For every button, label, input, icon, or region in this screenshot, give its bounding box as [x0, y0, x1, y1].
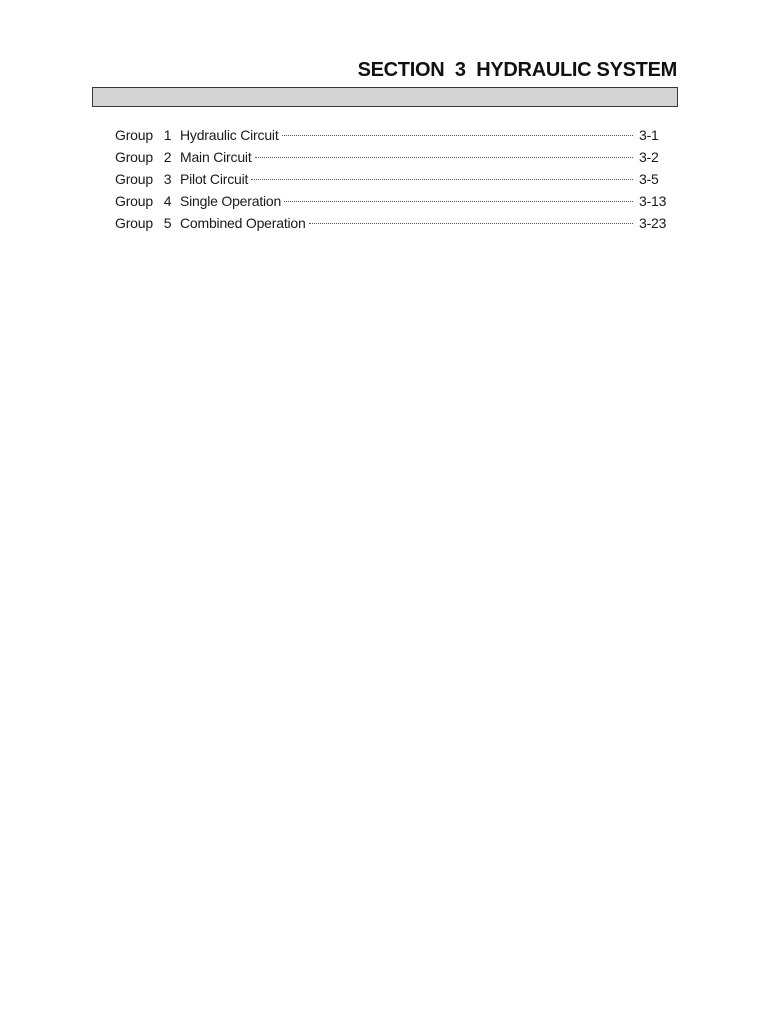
- toc-dot-leader: [284, 201, 633, 202]
- toc-group-number: 1: [163, 127, 172, 143]
- toc-entry-title[interactable]: Combined Operation: [180, 215, 306, 231]
- toc-entry-title[interactable]: Single Operation: [180, 193, 282, 209]
- toc-group-number: 5: [163, 215, 172, 231]
- toc-dot-leader: [251, 179, 633, 180]
- toc-page-number[interactable]: 3-13: [639, 193, 667, 209]
- toc-group-label: Group: [115, 149, 153, 165]
- toc-entry-title[interactable]: Hydraulic Circuit: [180, 127, 279, 143]
- toc-page-number[interactable]: 3-1: [639, 127, 659, 143]
- toc-dot-leader: [309, 223, 633, 224]
- toc-page-number[interactable]: 3-5: [639, 171, 659, 187]
- toc-entry-group-2[interactable]: [115, 149, 669, 171]
- toc-group-number: 4: [163, 193, 172, 209]
- toc-group-label: Group: [115, 215, 153, 231]
- toc-group-label: Group: [115, 171, 153, 187]
- toc-group-number: 2: [163, 149, 172, 165]
- toc-group-number: 3: [163, 171, 172, 187]
- toc-dot-leader: [282, 135, 633, 136]
- toc-group-label: Group: [115, 193, 153, 209]
- toc-entry-group-4[interactable]: [115, 193, 669, 215]
- table-of-contents: [115, 127, 669, 237]
- section-title-bar: [92, 87, 678, 107]
- toc-page-number[interactable]: 3-23: [639, 215, 667, 231]
- toc-entry-group-5[interactable]: [115, 215, 669, 237]
- toc-entry-group-1[interactable]: [115, 127, 669, 149]
- toc-entry-title[interactable]: Pilot Circuit: [180, 171, 249, 187]
- section-title: SECTION 3 HYDRAULIC SYSTEM: [357, 59, 677, 81]
- toc-entry-group-3[interactable]: [115, 171, 669, 193]
- toc-dot-leader: [255, 157, 633, 158]
- toc-group-label: Group: [115, 127, 153, 143]
- toc-entry-title[interactable]: Main Circuit: [180, 149, 252, 165]
- toc-page-number[interactable]: 3-2: [639, 149, 659, 165]
